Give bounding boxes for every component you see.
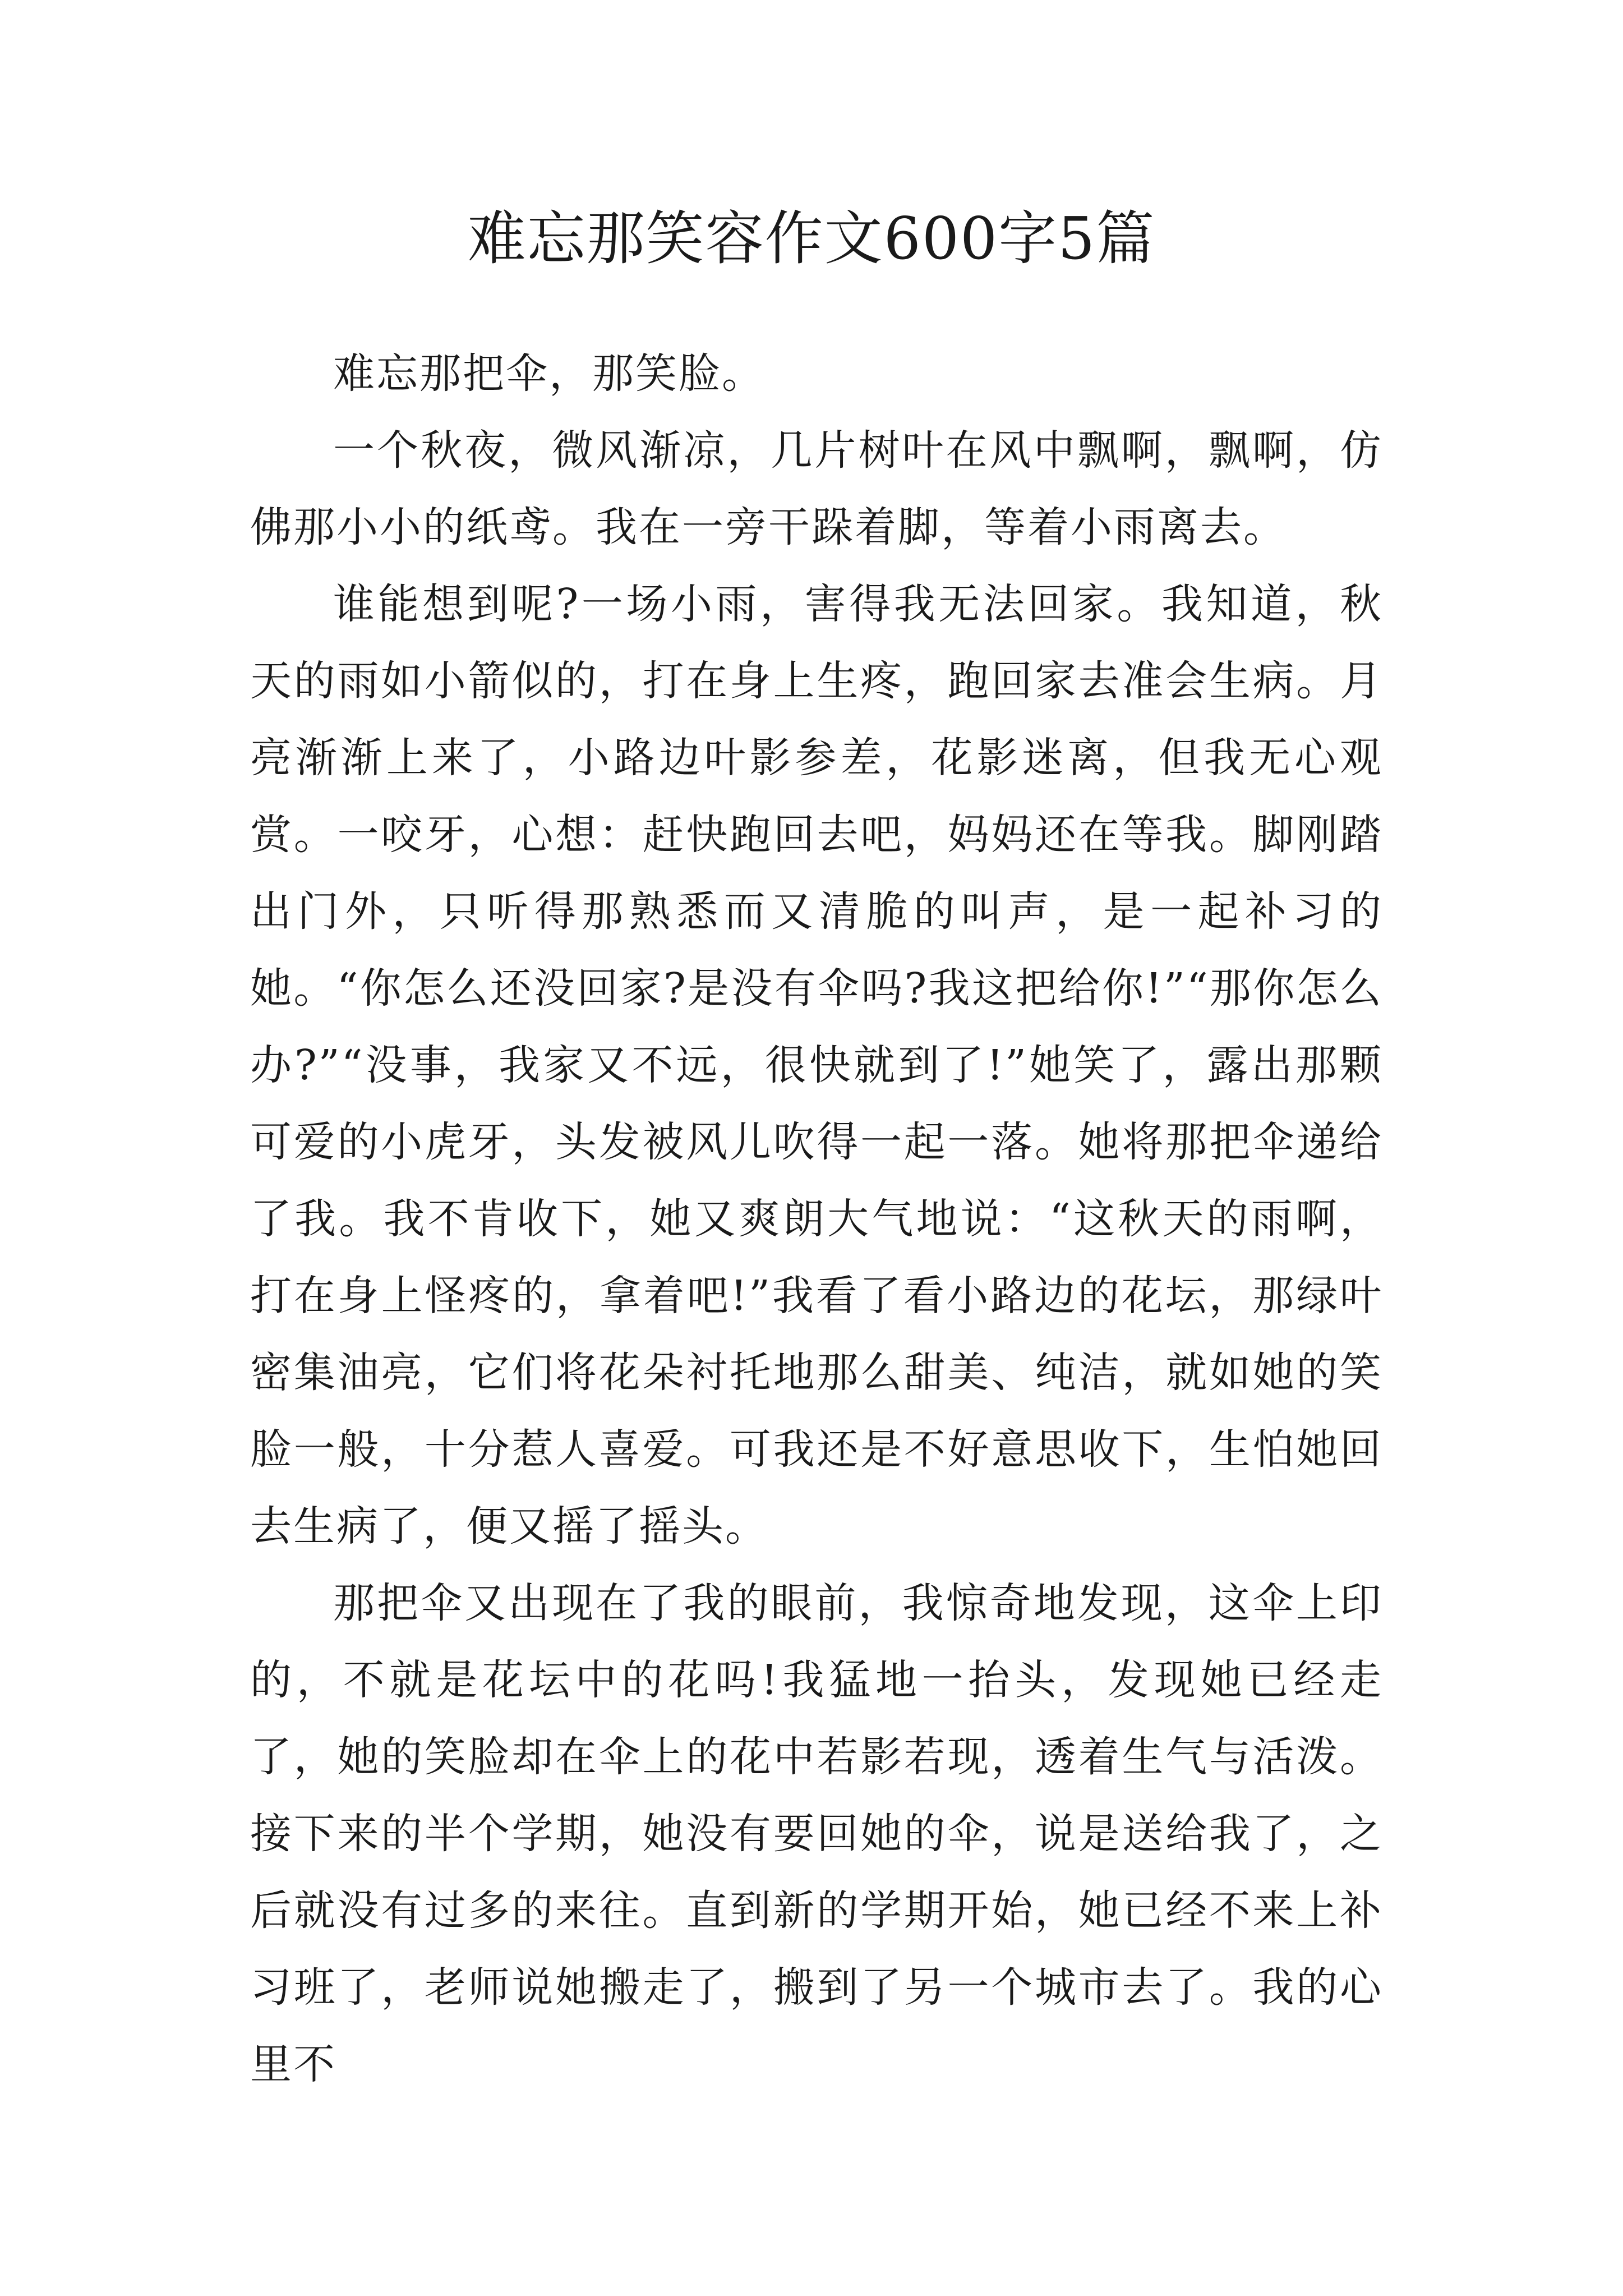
paragraph-2: 一个秋夜，微风渐凉，几片树叶在风中飘啊，飘啊，仿佛那小小的纸鸢。我在一旁干跺着脚，等着小雨离去。: [250, 426, 1383, 551]
paragraph-3: 谁能想到呢?一场小雨，害得我无法回家。我知道，秋天的雨如小箭似的，打在身上生疼，跑回家去准会生病。月亮渐渐上来了，小路边叶影参差，花影迷离，但我无心观赏。一咬牙，心想：赶快跑回去吧，妈妈还在等我。脚刚踏出门外，只听得那熟悉而又清脆的叫声，是一起补习的她。“你怎么还没回家?是没有伞吗?我这把给你!”“那你怎么办?”“没事，我家又不远，很快就到了!”她笑了，露出那颗可爱的小虎牙，头发被风儿吹得一起一落。她将那把伞递给了我。我不肯收下，她又爽朗大气地说：“这秋天的雨啊，打在身上怪疼的，拿着吧!”我看了看小路边的花坛，那绿叶密集油亮，它们将花朵衬托地那么甜美、纯洁，就如她的笑脸一般，十分惹人喜爱。可我还是不好意思收下，生怕她回去生病了，便又摇了摇头。: [250, 580, 1383, 1550]
document-body: [250, 335, 1383, 2103]
paragraph-4: 那把伞又出现在了我的眼前，我惊奇地发现，这伞上印的，不就是花坛中的花吗!我猛地一抬头，发现她已经走了，她的笑脸却在伞上的花中若影若现，透着生气与活泼。接下来的半个学期，她没有要回她的伞，说是送给我了，之后就没有过多的来往。直到新的学期开始，她已经不来上补习班了，老师说她搬走了，搬到了另一个城市去了。我的心里不: [250, 1579, 1383, 2088]
document-title: 难忘那笑容作文600字5篇: [467, 204, 1156, 273]
paragraph-1: 难忘那把伞，那笑脸。: [333, 349, 765, 398]
